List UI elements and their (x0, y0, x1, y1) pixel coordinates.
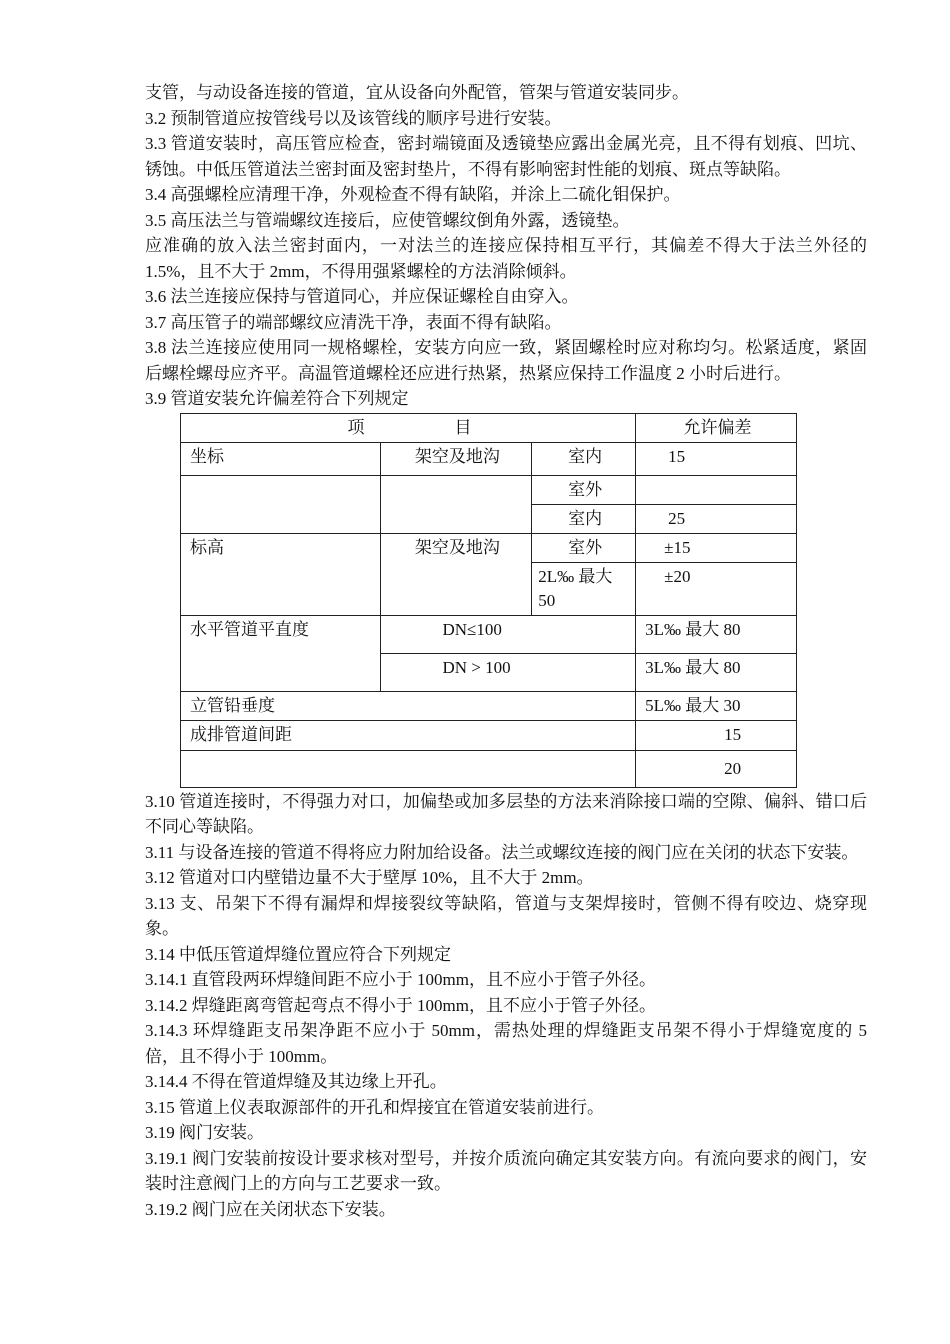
row-spacing-label: 成排管道间距 (181, 720, 636, 750)
table-row (181, 533, 797, 562)
header-item-2: 目 (454, 417, 472, 437)
overhead-trench-label: 架空及地沟 (380, 442, 532, 475)
indoor-label: 室内 (532, 442, 636, 475)
paragraph: 3.6 法兰连接应保持与管道同心，并应保证螺栓自由穿入。 (145, 287, 579, 306)
paragraph: 3.12 管道对口内壁错边量不大于壁厚 10%，且不大于 2mm。 (145, 868, 594, 887)
paragraph: 3.15 管道上仪表取源部件的开孔和焊接宜在管道安装前进行。 (145, 1097, 604, 1117)
paragraph: 3.11 与设备连接的管道不得将应力附加给设备。法兰或螺纹连接的阀门应在关闭的状态下安装。 (145, 842, 859, 862)
table-row (181, 720, 797, 750)
empty-cell (636, 475, 797, 504)
indoor-label: 室内 (532, 504, 636, 533)
document-body (145, 80, 867, 1222)
tolerance-value: 3L‰ 最大 80 (636, 653, 797, 691)
header-item-1: 项 (347, 417, 365, 437)
paragraph: 3.8 法兰连接应使用同一规格螺栓，安装方向应一致，紧固螺栓时应对称均匀。松紧适度，紧固后螺栓螺母应齐平。高温管道螺栓还应进行热紧，热紧应保持工作温度 2 小时后进行。 (145, 338, 867, 383)
tolerance-table (180, 413, 797, 788)
horizontal-straightness-label: 水平管道平直度 (181, 615, 381, 691)
paragraph: 3.3 管道安装时，高压管应检查，密封端镜面及透镜垫应露出金属光亮，且不得有划痕、凹坑、锈蚀。中低压管道法兰密封面及密封垫片，不得有影响密封性能的划痕、斑点等缺陷。 (145, 134, 867, 179)
table-row (181, 750, 797, 787)
vertical-plumb-label: 立管铅垂度 (181, 691, 636, 720)
table-header-row (181, 413, 797, 442)
header-tolerance-cell: 允许偏差 (636, 413, 797, 442)
empty-cell (181, 750, 636, 787)
paragraph: 3.13 支、吊架下不得有漏焊和焊接裂纹等缺陷，管道与支架焊接时，管侧不得有咬边、烧穿现象。 (145, 893, 867, 938)
paragraph: 3.14.2 焊缝距离弯管起弯点不得小于 100mm，且不应小于管子外径。 (145, 995, 656, 1015)
paragraph: 3.19 阀门安装。 (145, 1123, 264, 1142)
coordinate-label: 坐标 (181, 442, 381, 475)
tolerance-value: 5L‰ 最大 30 (636, 691, 797, 720)
paragraph: 3.19.1 阀门安装前按设计要求核对型号，并按介质流向确定其安装方向。有流向要求的阀门，安装时注意阀门上的方向与工艺要求一致。 (145, 1148, 867, 1193)
tolerance-value: ±15 (636, 533, 797, 562)
tolerance-value: ±20 (636, 562, 797, 615)
paragraph: 3.14 中低压管道焊缝位置应符合下列规定 (145, 944, 451, 964)
paragraph: 3.19.2 阀门应在关闭状态下安装。 (145, 1199, 396, 1219)
table-caption: 3.9 管道安装允许偏差符合下列规定 (145, 389, 409, 408)
paragraph: 应准确的放入法兰密封面内，一对法兰的连接应保持相互平行，其偏差不得大于法兰外径的 1.5%，且不大于 2mm，不得用强紧螺栓的方法消除倾斜。 (145, 236, 867, 281)
paragraph: 3.4 高强螺栓应清理干净，外观检查不得有缺陷，并涂上二硫化钼保护。 (145, 185, 681, 204)
tolerance-value: 3L‰ 最大 80 (636, 615, 797, 653)
table-row (181, 442, 797, 475)
table-row (181, 615, 797, 653)
paragraph: 支管，与动设备连接的管道，宜从设备向外配管，管架与管道安装同步。 (145, 83, 689, 102)
tolerance-value: 15 (636, 442, 797, 475)
tolerance-value: 15 (636, 720, 797, 750)
tolerance-value: 25 (636, 504, 797, 533)
paragraph: 3.14.1 直管段两环焊缝间距不应小于 100mm，且不应小于管子外径。 (145, 970, 656, 989)
table-row (181, 475, 797, 504)
paragraph: 3.10 管道连接时，不得强力对口，加偏垫或加多层垫的方法来消除接口端的空隙、偏斜、错口后不同心等缺陷。 (145, 791, 867, 836)
dn-large-label: DN > 100 (380, 653, 636, 691)
tolerance-value: 20 (636, 750, 797, 787)
outdoor-label: 室外 (532, 533, 636, 562)
dn-small-label: DN≤100 (380, 615, 636, 653)
buried-label: 2L‰ 最大 50 (532, 562, 636, 615)
paragraph: 3.5 高压法兰与管端螺纹连接后，应使管螺纹倒角外露，透镜垫。 (145, 210, 630, 230)
paragraph: 3.14.3 环焊缝距支吊架净距不应小于 50mm，需热处理的焊缝距支吊架不得小于焊缝宽度的 5 倍，且不得小于 100mm。 (145, 1021, 867, 1066)
empty-cell (380, 475, 532, 533)
elevation-label: 标高 (181, 533, 381, 615)
table-row (181, 691, 797, 720)
paragraph: 3.14.4 不得在管道焊缝及其边缘上开孔。 (145, 1072, 447, 1091)
overhead-trench-label: 架空及地沟 (380, 533, 532, 615)
empty-cell (181, 475, 381, 533)
paragraph: 3.7 高压管子的端部螺纹应清洗干净，表面不得有缺陷。 (145, 312, 562, 332)
paragraph: 3.2 预制管道应按管线号以及该管线的顺序号进行安装。 (145, 108, 562, 128)
header-item-cell (181, 413, 636, 442)
outdoor-label: 室外 (532, 475, 636, 504)
